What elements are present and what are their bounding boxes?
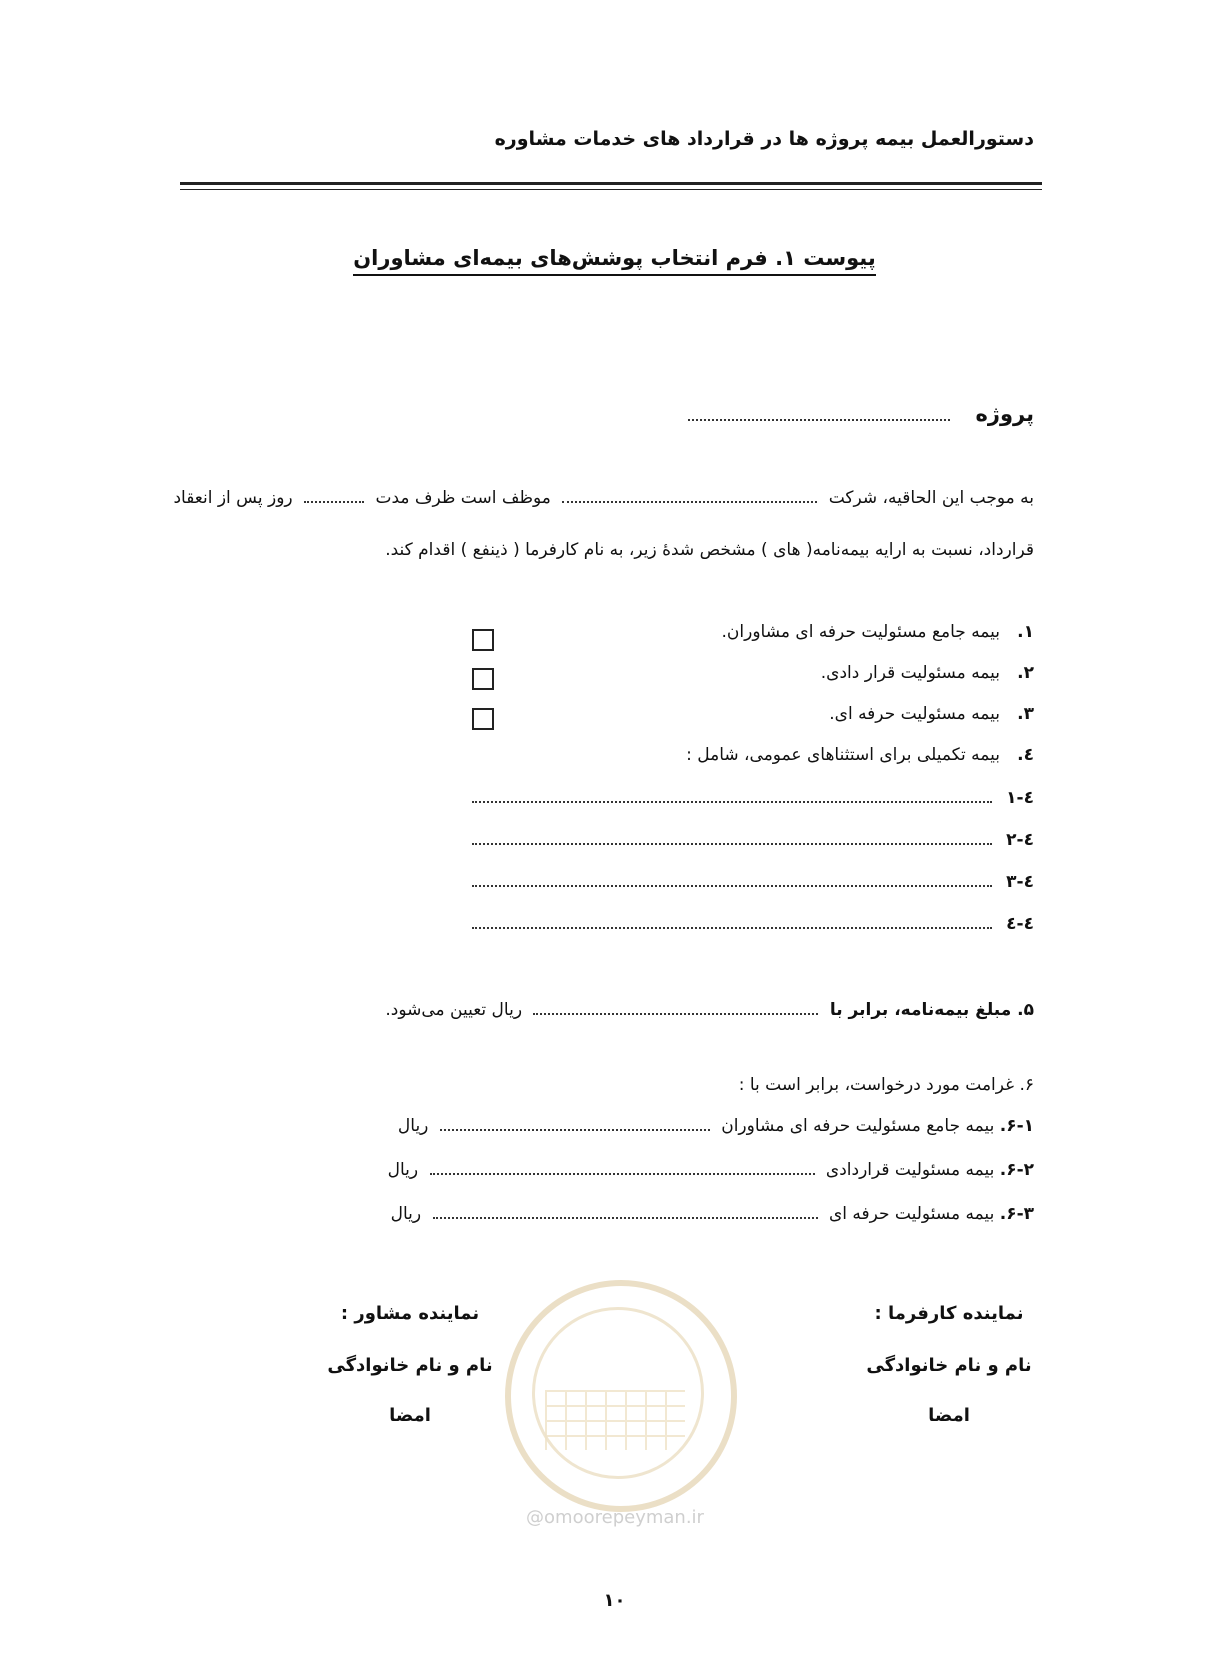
- consultant-sign-label: امضا: [389, 1405, 431, 1426]
- subitem-number: ٤-۱: [1006, 788, 1034, 808]
- employer-name-label: نام و نام خانوادگی: [866, 1355, 1032, 1376]
- compensation-blank[interactable]: [440, 1129, 710, 1131]
- item-label: بیمه مسئولیت حرفه ای.: [829, 704, 1000, 724]
- header-rule-thin: [180, 189, 1042, 190]
- item-number: ۳.: [1017, 704, 1034, 724]
- running-header: دستورالعمل بیمه پروژه ها در قرارداد های خدمات مشاوره: [494, 128, 1034, 150]
- compensation-title: ۶. غرامت مورد درخواست، برابر است با :: [738, 1075, 1034, 1095]
- compensation-unit: ریال: [390, 1204, 422, 1224]
- project-row: [688, 402, 1034, 426]
- compensation-number: ۶-۳.: [999, 1204, 1034, 1224]
- subitem-blank[interactable]: [472, 843, 992, 845]
- subitem-blank[interactable]: [472, 885, 992, 887]
- subitem-4-1: [472, 788, 1034, 808]
- amount-blank[interactable]: [533, 1013, 818, 1015]
- employer-sign-label: امضا: [928, 1405, 970, 1426]
- seal-grid: [545, 1390, 685, 1450]
- paragraph-line-2: قرارداد، نسبت به ارایه بیمه‌نامه( های ) مشخص شدهٔ زیر، به نام کارفرما ( ذینفع ) اقدام کند.: [385, 540, 1034, 560]
- compensation-row-2: [388, 1160, 1034, 1180]
- amount-row: [385, 1000, 1034, 1020]
- compensation-unit: ریال: [397, 1116, 429, 1136]
- item-2-checkbox[interactable]: [472, 668, 494, 690]
- subitem-4-3: [472, 872, 1034, 892]
- compensation-blank[interactable]: [430, 1173, 815, 1175]
- paragraph-text-1: به موجب این الحاقیه، شرکت: [828, 488, 1034, 508]
- header-rule-thick: [180, 182, 1042, 185]
- item-number: ۲.: [1017, 663, 1034, 683]
- form-title: پیوست ۱. فرم انتخاب پوشش‌های بیمه‌ای مشاوران: [353, 246, 876, 276]
- item-number: ٤.: [1017, 745, 1034, 765]
- subitem-4-4: [472, 914, 1034, 934]
- project-label: پروژه: [975, 402, 1034, 426]
- company-blank[interactable]: [562, 501, 817, 503]
- compensation-blank[interactable]: [433, 1217, 818, 1219]
- watermark-text: @omoorepeyman.ir: [526, 1507, 704, 1528]
- consultant-name-label: نام و نام خانوادگی: [327, 1355, 493, 1376]
- subitem-blank[interactable]: [472, 927, 992, 929]
- item-number: ۱.: [1017, 622, 1034, 642]
- compensation-unit: ریال: [387, 1160, 419, 1180]
- compensation-label: بیمه مسئولیت قراردادی: [825, 1160, 995, 1180]
- item-1: [722, 622, 1035, 642]
- subitem-number: ٤-۲: [1006, 830, 1034, 850]
- days-blank[interactable]: [304, 501, 364, 503]
- paragraph-text-3: روز پس از انعقاد: [173, 488, 293, 508]
- compensation-row-3: [391, 1204, 1034, 1224]
- item-label: بیمه تکمیلی برای استثناهای عمومی، شامل :: [686, 745, 1000, 765]
- amount-suffix: ریال تعیین می‌شود.: [385, 1000, 523, 1020]
- subitem-blank[interactable]: [472, 801, 992, 803]
- item-4: [686, 745, 1034, 765]
- compensation-label: بیمه جامع مسئولیت حرفه ای مشاوران: [721, 1116, 995, 1136]
- compensation-row-1: [398, 1116, 1034, 1136]
- item-3-checkbox[interactable]: [472, 708, 494, 730]
- form-title-wrapper: [0, 246, 1229, 276]
- consultant-rep-title: نماینده مشاور :: [340, 1303, 480, 1324]
- subitem-number: ٤-٤: [1006, 914, 1034, 934]
- amount-label: ۵. مبلغ بیمه‌نامه، برابر با: [829, 1000, 1034, 1020]
- compensation-label: بیمه مسئولیت حرفه ای: [828, 1204, 995, 1224]
- item-label: بیمه مسئولیت قرار دادی.: [820, 663, 1000, 683]
- subitem-number: ٤-۳: [1006, 872, 1034, 892]
- item-1-checkbox[interactable]: [472, 629, 494, 651]
- subitem-4-2: [472, 830, 1034, 850]
- paragraph-line-1: [173, 488, 1034, 508]
- item-3: [829, 704, 1034, 724]
- project-blank[interactable]: [688, 419, 950, 421]
- compensation-number: ۶-۲.: [999, 1160, 1034, 1180]
- item-2: [821, 663, 1034, 683]
- item-label: بیمه جامع مسئولیت حرفه ای مشاوران.: [721, 622, 1000, 642]
- employer-rep-title: نماینده کارفرما :: [874, 1303, 1024, 1324]
- page-number: ۱۰: [603, 1590, 626, 1611]
- compensation-number: ۶-۱.: [999, 1116, 1034, 1136]
- paragraph-text-2: موظف است ظرف مدت: [375, 488, 551, 508]
